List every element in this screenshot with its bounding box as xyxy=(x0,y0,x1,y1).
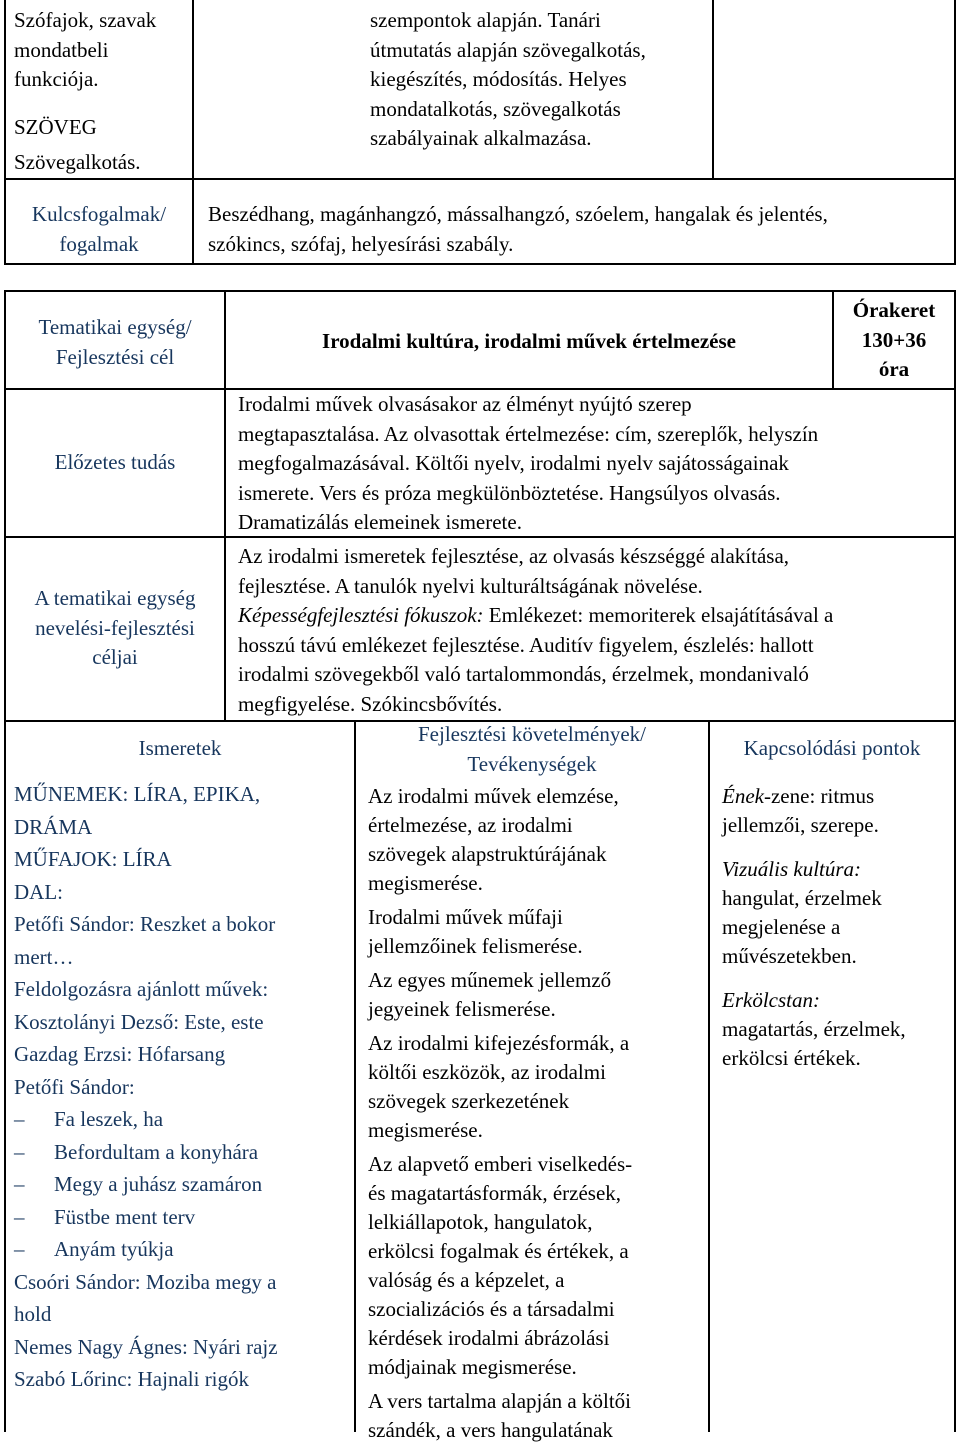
text-line: fejlesztése. A tanulók nyelvi kulturáltságának növelése. xyxy=(238,573,703,598)
text-line: Szófajok, szavak mondatbeli xyxy=(14,8,157,62)
tematikai-label xyxy=(6,313,224,372)
ismeretek-header xyxy=(6,734,354,764)
text-line: A vers tartalma alapján a költői xyxy=(368,1389,631,1413)
celjai-text xyxy=(238,542,954,719)
dash-icon: – xyxy=(14,1139,25,1164)
top-col-divider-1 xyxy=(192,0,194,265)
enek-label: Ének xyxy=(722,784,764,808)
text-line: Irodalmi művek műfaji xyxy=(368,905,563,929)
text-line: hosszú távú emlékezet fejlesztése. Auditív figyelem, észlelés: hallott xyxy=(238,632,814,657)
text-line: MŰNEMEK: LÍRA, EPIKA, xyxy=(14,782,261,806)
text-line: Beszédhang, magánhangzó, mássalhangzó, szóelem, hangalak és jelentés, xyxy=(208,202,828,226)
text-line xyxy=(14,95,190,107)
text-line: Kulcsfogalmak/ xyxy=(31,202,167,226)
text-line: Szabó Lőrinc: Hajnali rigók xyxy=(14,1367,250,1391)
text-line: művészetekben. xyxy=(722,944,857,968)
text-line: Vizuális kultúra: xyxy=(722,857,862,881)
tematikai-title xyxy=(226,327,832,357)
kapcsolodasi-header xyxy=(710,734,954,764)
paragraph xyxy=(368,1029,704,1145)
text-line: irodalmi szövegekből való tartalommondás, érzelmek, mondanivaló xyxy=(238,662,809,686)
text-line: Az irodalmi ismeretek fejlesztése, az olvasás készséggé alakítása, xyxy=(238,544,790,568)
elozetes-text xyxy=(238,390,954,538)
kulcsfogalmak-text xyxy=(208,200,954,259)
list-item xyxy=(14,1233,352,1266)
text-line: Fejlesztési követelmények/ xyxy=(417,722,647,746)
text-line: Kapcsolódási pontok xyxy=(743,736,921,760)
text-line: erkölcsi fogalmak és értékek, a xyxy=(368,1239,629,1263)
text-line: Petőfi Sándor: xyxy=(14,1074,135,1099)
text-line: jellemzői, szerepe. xyxy=(722,813,879,837)
text-line: DRÁMA xyxy=(14,814,93,839)
dash-icon: – xyxy=(14,1107,25,1131)
text-line: Tevékenységek xyxy=(467,751,597,776)
text-line: szabályainak alkalmazása. xyxy=(370,126,592,150)
text-line: útmutatás alapján szövegalkotás, xyxy=(370,37,646,62)
text-line: Az irodalmi kifejezésformák, a xyxy=(368,1031,630,1055)
text-line: Előzetes tudás xyxy=(54,450,176,474)
text-line: Nemes Nagy Ágnes: Nyári rajz xyxy=(14,1334,278,1359)
text-line: Dramatizálás elemeinek ismerete. xyxy=(238,510,522,534)
text-line: szándék, a vers hangulatának xyxy=(368,1418,613,1442)
text-line: módjainak megismerése. xyxy=(368,1355,577,1379)
text-line: Irodalmi kultúra, irodalmi művek értelmezése xyxy=(322,329,736,353)
text-line: mert… xyxy=(14,944,74,969)
text-line: Szövegalkotás. xyxy=(14,150,141,174)
text-line: megismerése. xyxy=(368,871,483,895)
kulcsfogalmak-label xyxy=(6,200,192,259)
col-divider-ismeretek xyxy=(354,720,356,1432)
text-line: szocializációs és a társadalmi xyxy=(368,1297,615,1321)
orakeret xyxy=(834,296,954,385)
top-middle-cell xyxy=(370,6,710,154)
list-item xyxy=(14,1136,352,1169)
col-divider-kapcsolodasi xyxy=(708,720,710,1432)
text-line: jegyeinek felismerése. xyxy=(368,997,556,1021)
top-col-divider-2 xyxy=(712,0,714,178)
text-line: mondatalkotás, szövegalkotás xyxy=(370,96,621,121)
paragraph xyxy=(368,966,704,1024)
text-line: jellemzőinek felismerése. xyxy=(368,934,583,958)
text-line: Erkölcstan: xyxy=(722,988,820,1012)
elozetes-label xyxy=(6,448,224,478)
paragraph xyxy=(368,903,704,961)
list-item-label: Megy a juhász szamáron xyxy=(54,1172,263,1196)
text-line: Gazdag Erzsi: Hófarsang xyxy=(14,1042,226,1066)
text-line: Fejlesztési cél xyxy=(55,344,175,369)
text-line: megjelenése a xyxy=(722,915,841,939)
dash-icon: – xyxy=(14,1204,25,1229)
text-line: Az irodalmi művek elemzése, xyxy=(368,784,619,808)
text-line: DAL: xyxy=(14,879,63,904)
text-line: fogalmak xyxy=(59,231,139,256)
list-item-label: Befordultam a konyhára xyxy=(54,1139,259,1164)
text-line: céljai xyxy=(92,645,138,669)
fejlesztesi-content xyxy=(368,782,704,1445)
text-line: Az alapvető emberi viselkedés- xyxy=(368,1152,633,1176)
text-line: szempontok alapján. Tanári xyxy=(370,8,601,32)
text-line: kérdések irodalmi ábrázolási xyxy=(368,1326,610,1350)
text-line: Az egyes műnemek jellemző xyxy=(368,968,612,992)
list-item xyxy=(14,1201,352,1234)
list-item-label: Füstbe ment terv xyxy=(54,1204,196,1229)
text-line: Tematikai egység/ xyxy=(38,315,192,339)
ismeretek-content xyxy=(14,778,352,1396)
focus-rest: Emlékezet: memoriterek elsajátításával a xyxy=(483,603,834,627)
text-line: magatartás, érzelmek, xyxy=(722,1017,906,1041)
text-line: MŰFAJOK: LÍRA xyxy=(14,847,172,871)
focus-label: Képességfejlesztési fókuszok: xyxy=(238,603,484,627)
top-left-cell xyxy=(14,6,190,178)
text-line: A tematikai egység xyxy=(34,586,196,610)
list-item-label: Fa leszek, ha xyxy=(54,1107,164,1131)
text-line: szövegek szerkezetének xyxy=(368,1089,570,1113)
top-row-divider xyxy=(4,178,956,180)
text-line: költői eszközök, az irodalmi xyxy=(368,1060,606,1084)
text-line: SZÖVEG xyxy=(14,114,97,139)
text-line: kiegészítés, módosítás. Helyes xyxy=(370,67,627,91)
orakeret-label: Órakeret xyxy=(852,298,936,322)
text-line: funkciója. xyxy=(14,67,99,91)
text-line: és magatartásformák, érzések, xyxy=(368,1181,622,1205)
text-line: szókincs, szófaj, helyesírási szabály. xyxy=(208,231,514,256)
orakeret-unit: óra xyxy=(878,357,910,381)
text-line: értelmezése, az irodalmi xyxy=(368,813,573,837)
fejlesztesi-header xyxy=(356,720,708,779)
list-item xyxy=(14,1103,352,1136)
kapcsolodasi-content xyxy=(722,782,954,1073)
text-line: nevelési-fejlesztési xyxy=(35,615,195,640)
text-line: hold xyxy=(14,1302,52,1326)
paragraph xyxy=(368,782,704,898)
text-line: Csoóri Sándor: Moziba megy a xyxy=(14,1269,277,1294)
text-line: Kosztolányi Dezső: Este, este xyxy=(14,1009,264,1034)
enek-rest: -zene: ritmus xyxy=(763,784,875,808)
text-line: Petőfi Sándor: Reszket a bokor xyxy=(14,912,276,936)
text-line: Ismeretek xyxy=(138,736,222,760)
text-line xyxy=(722,782,954,811)
dash-icon: – xyxy=(14,1237,25,1261)
text-line: valóság és a képzelet, a xyxy=(368,1268,565,1292)
text-line: Irodalmi művek olvasásakor az élményt nyújtó szerep xyxy=(238,392,692,416)
text-line: megfigyelése. Szókincsbővítés. xyxy=(238,691,503,716)
orakeret-value: 130+36 xyxy=(861,327,927,352)
paragraph xyxy=(368,1150,704,1382)
list-item-label: Anyám tyúkja xyxy=(54,1237,174,1261)
celjai-label xyxy=(6,584,224,673)
paragraph xyxy=(368,1387,704,1445)
text-line: szövegek alapstruktúrájának xyxy=(368,842,607,866)
text-line: megismerése. xyxy=(368,1118,483,1142)
text-line: Feldolgozásra ajánlott művek: xyxy=(14,977,269,1001)
list-item xyxy=(14,1168,352,1201)
text-line: hangulat, érzelmek xyxy=(722,886,882,910)
text-line: ismerete. Vers és próza megkülönböztetése. Hangsúlyos olvasás. xyxy=(238,480,781,505)
text-line: megfogalmazásával. Költői nyelv, irodalmi nyelv sajátosságainak xyxy=(238,451,789,475)
text-line: lelkiállapotok, hangulatok, xyxy=(368,1210,593,1234)
dash-icon: – xyxy=(14,1172,25,1196)
text-line xyxy=(238,601,954,631)
text-line: erkölcsi értékek. xyxy=(722,1046,861,1070)
text-line: megtapasztalása. Az olvasottak értelmezése: cím, szereplők, helyszín xyxy=(238,421,819,446)
